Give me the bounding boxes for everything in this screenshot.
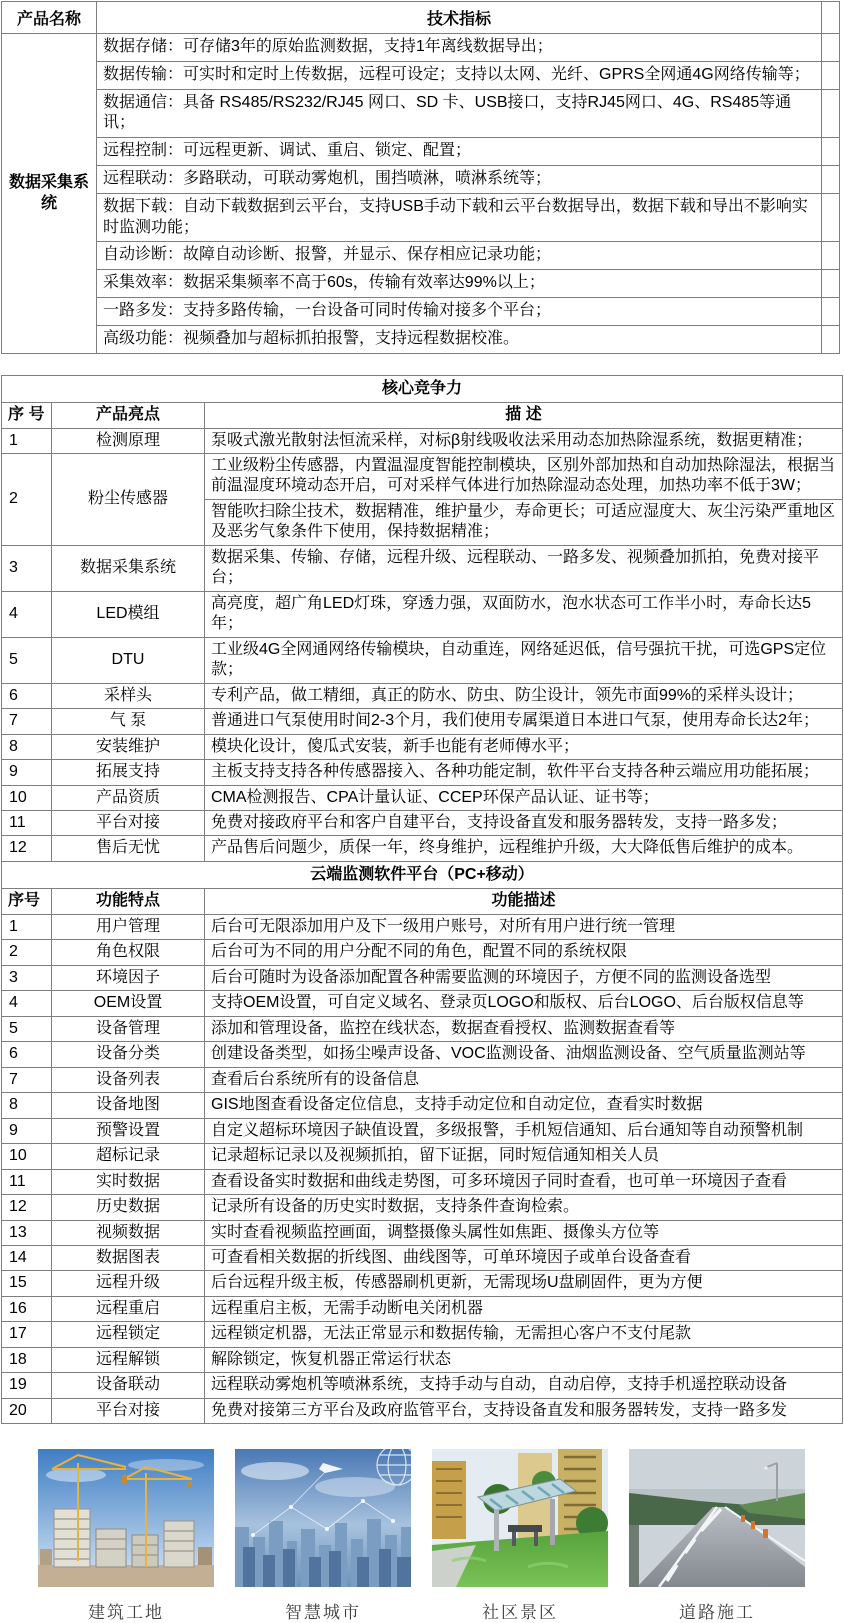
row-number: 11 [2, 811, 52, 836]
product-highlight: 产品资质 [52, 785, 205, 810]
empty-cell [822, 61, 840, 89]
table-row [2, 591, 843, 637]
product-highlight: LED模组 [52, 591, 205, 637]
cloud-header-row [2, 889, 843, 914]
feature-description: 查看后台系统所有的设备信息 [205, 1067, 843, 1092]
feature-name: 远程升级 [52, 1271, 205, 1296]
column-header-no: 序 号 [2, 403, 52, 428]
highlight-description: 泵吸式激光散射法恒流采样，对标β射线吸收法采用动态加热除湿系统，数据更精准； [205, 428, 843, 453]
table-row [2, 1144, 843, 1169]
table-row [2, 138, 840, 166]
feature-description: 远程锁定机器，无法正常显示和数据传输，无需担心客户不支付尾款 [205, 1322, 843, 1347]
table-row [2, 734, 843, 759]
row-number: 6 [2, 1042, 52, 1067]
spec-remote-linkage: 远程联动：多路联动，可联动雾炮机，围挡喷淋，喷淋系统等； [97, 165, 822, 193]
row-number: 10 [2, 1144, 52, 1169]
highlight-description: CMA检测报告、CPA计量认证、CCEP环保产品认证、证书等； [205, 785, 843, 810]
gallery-item-community [432, 1449, 608, 1623]
row-number: 6 [2, 683, 52, 708]
column-header-feature: 功能特点 [52, 889, 205, 914]
table-row [2, 165, 840, 193]
table-row [2, 1067, 843, 1092]
table-row [2, 1220, 843, 1245]
highlight-description: 工业级粉尘传感器，内置温湿度智能控制模块，区别外部加热和自动加热除湿法，根据当前温湿度环境动态开启，可对采样气体进行加热除湿动态处理，加热功率不低于3W； [205, 453, 843, 499]
highlight-description: 产品售后问题少，质保一年，终身维护，远程维护升级，大大降低售后维护的成本。 [205, 836, 843, 861]
empty-cell [822, 34, 840, 62]
product-highlight: 检测原理 [52, 428, 205, 453]
spec-data-transmission: 数据传输：可实时和定时上传数据，远程可设定；支持以太网、光纤、GPRS全网通4G网络传输等； [97, 61, 822, 89]
feature-name: OEM设置 [52, 991, 205, 1016]
table-row [2, 683, 843, 708]
highlight-description: 主板支持支持各种传感器接入、各种功能定制，软件平台支持各种云端应用功能拓展； [205, 760, 843, 785]
core-table-title: 核心竞争力 [2, 375, 843, 402]
product-highlight: 平台对接 [52, 811, 205, 836]
empty-cell [822, 270, 840, 298]
feature-name: 视频数据 [52, 1220, 205, 1245]
column-header-no: 序号 [2, 889, 52, 914]
table-row [2, 637, 843, 683]
table-row [2, 1093, 843, 1118]
product-highlight: 安装维护 [52, 734, 205, 759]
table-row [2, 760, 843, 785]
feature-description: 自定义超标环境因子缺值设置，多级报警，手机短信通知、后台通知等自动预警机制 [205, 1118, 843, 1143]
table-row [2, 193, 840, 242]
table-row [2, 242, 840, 270]
feature-description: 创建设备类型，如扬尘噪声设备、VOC监测设备、油烟监测设备、空气质量监测站等 [205, 1042, 843, 1067]
feature-name: 预警设置 [52, 1118, 205, 1143]
spec-sampling-efficiency: 采集效率：数据采集频率不高于60s，传输有效率达99%以上； [97, 270, 822, 298]
row-number: 8 [2, 734, 52, 759]
empty-cell [822, 325, 840, 353]
feature-description: 查看设备实时数据和曲线走势图，可多环境因子同时查看，也可单一环境因子查看 [205, 1169, 843, 1194]
empty-cell [822, 165, 840, 193]
row-number: 16 [2, 1296, 52, 1321]
row-number: 12 [2, 836, 52, 861]
table-row [2, 991, 843, 1016]
product-name-cell: 数据采集系统 [2, 34, 97, 354]
feature-description: 记录超标记录以及视频抓拍，留下证据，同时短信通知相关人员 [205, 1144, 843, 1169]
feature-description: 后台可随时为设备添加配置各种需要监测的环境因子，方便不同的监测设备选型 [205, 965, 843, 990]
empty-cell [822, 2, 840, 34]
feature-description: 远程重启主板，无需手动断电关闭机器 [205, 1296, 843, 1321]
spec-auto-diagnosis: 自动诊断：故障自动诊断、报警，并显示、保存相应记录功能； [97, 242, 822, 270]
row-number: 15 [2, 1271, 52, 1296]
row-number: 3 [2, 545, 52, 591]
empty-cell [822, 138, 840, 166]
feature-name: 平台对接 [52, 1398, 205, 1423]
feature-name: 历史数据 [52, 1195, 205, 1220]
table-row [2, 1118, 843, 1143]
table-row [2, 940, 843, 965]
feature-description: 解除锁定，恢复机器正常运行状态 [205, 1347, 843, 1372]
table-row [2, 89, 840, 138]
highlight-description: 模块化设计，傻瓜式安装，新手也能有老师傅水平； [205, 734, 843, 759]
row-number: 17 [2, 1322, 52, 1347]
spec-data-download: 数据下载：自动下载数据到云平台，支持USB手动下载和云平台数据导出，数据下载和导出不影响实时监测功能； [97, 193, 822, 242]
row-number: 9 [2, 1118, 52, 1143]
core-header-row [2, 403, 843, 428]
feature-description: 实时查看视频监控画面，调整摄像头属性如焦距、摄像头方位等 [205, 1220, 843, 1245]
highlight-description: 专利产品，做工精细，真正的防水、防虫、防尘设计，领先市面99%的采样头设计； [205, 683, 843, 708]
row-number: 5 [2, 1016, 52, 1041]
spec-remote-control: 远程控制：可远程更新、调试、重启、锁定、配置； [97, 138, 822, 166]
spec-advanced-function: 高级功能：视频叠加与超标抓拍报警，支持远程数据校准。 [97, 325, 822, 353]
product-name-header: 产品名称 [2, 2, 97, 34]
gallery-caption: 社区景区 [482, 1603, 558, 1623]
feature-name: 用户管理 [52, 914, 205, 939]
road-construction-photo [629, 1449, 805, 1587]
spec-data-storage: 数据存储：可存储3年的原始监测数据，支持1年离线数据导出； [97, 34, 822, 62]
spec-multi-send: 一路多发：支持多路传输，一台设备可同时传输对接多个平台； [97, 297, 822, 325]
highlight-description: 工业级4G全网通网络传输模块，自动重连，网络延迟低，信号强抗干扰，可选GPS定位款； [205, 637, 843, 683]
product-highlight: 售后无忧 [52, 836, 205, 861]
table-row [2, 1016, 843, 1041]
table-row [2, 1347, 843, 1372]
table-row [2, 1322, 843, 1347]
feature-description: 支持OEM设置，可自定义域名、登录页LOGO和版权、后台LOGO、后台版权信息等 [205, 991, 843, 1016]
table-row [2, 453, 843, 499]
row-number: 7 [2, 1067, 52, 1092]
feature-name: 数据图表 [52, 1245, 205, 1270]
empty-cell [822, 89, 840, 138]
table-row [2, 1398, 843, 1423]
feature-description: 后台可为不同的用户分配不同的角色，配置不同的系统权限 [205, 940, 843, 965]
table-row [2, 811, 843, 836]
product-highlight: DTU [52, 637, 205, 683]
table-row [2, 1042, 843, 1067]
table-row [2, 428, 843, 453]
product-highlight: 拓展支持 [52, 760, 205, 785]
row-number: 3 [2, 965, 52, 990]
community-park-photo [432, 1449, 608, 1587]
row-number: 8 [2, 1093, 52, 1118]
gallery-item-construction [38, 1449, 214, 1623]
gallery-item-road [629, 1449, 805, 1623]
product-highlight: 气 泵 [52, 709, 205, 734]
table-row [2, 545, 843, 591]
feature-name: 超标记录 [52, 1144, 205, 1169]
row-number: 2 [2, 940, 52, 965]
gallery-caption: 建筑工地 [88, 1603, 164, 1623]
table-row [2, 1195, 843, 1220]
product-highlight: 数据采集系统 [52, 545, 205, 591]
tech-indicator-header: 技术指标 [97, 2, 822, 34]
row-number: 9 [2, 760, 52, 785]
row-number: 7 [2, 709, 52, 734]
row-number: 20 [2, 1398, 52, 1423]
table-row [2, 836, 843, 861]
highlight-description: 数据采集、传输、存储，远程升级、远程联动、一路多发、视频叠加抓拍，免费对接平台； [205, 545, 843, 591]
row-number: 10 [2, 785, 52, 810]
table-row [2, 914, 843, 939]
row-number: 18 [2, 1347, 52, 1372]
table-row [2, 61, 840, 89]
feature-name: 角色权限 [52, 940, 205, 965]
feature-name: 设备列表 [52, 1067, 205, 1092]
row-number: 11 [2, 1169, 52, 1194]
core-and-cloud-table [1, 375, 843, 1425]
row-number: 19 [2, 1373, 52, 1398]
table-row [2, 965, 843, 990]
table-row [2, 1271, 843, 1296]
tech-header-row [2, 2, 840, 34]
column-header-function-desc: 功能描述 [205, 889, 843, 914]
feature-description: 记录所有设备的历史实时数据，支持条件查询检索。 [205, 1195, 843, 1220]
cloud-title-row [2, 861, 843, 888]
row-number: 1 [2, 428, 52, 453]
column-header-highlight: 产品亮点 [52, 403, 205, 428]
feature-name: 设备分类 [52, 1042, 205, 1067]
feature-name: 设备地图 [52, 1093, 205, 1118]
table-row [2, 1245, 843, 1270]
feature-description: 免费对接第三方平台及政府监管平台，支持设备直发和服务器转发，支持一路多发 [205, 1398, 843, 1423]
feature-name: 实时数据 [52, 1169, 205, 1194]
table-row [2, 297, 840, 325]
feature-description: 后台可无限添加用户及下一级用户账号，对所有用户进行统一管理 [205, 914, 843, 939]
row-number: 1 [2, 914, 52, 939]
empty-cell [822, 297, 840, 325]
product-highlight: 粉尘传感器 [52, 453, 205, 545]
table-row [2, 1169, 843, 1194]
empty-cell [822, 193, 840, 242]
empty-cell [822, 242, 840, 270]
construction-site-photo [38, 1449, 214, 1587]
feature-description: 添加和管理设备，监控在线状态，数据查看授权、监测数据查看等 [205, 1016, 843, 1041]
table-row [2, 785, 843, 810]
feature-description: 后台远程升级主板，传感器刷机更新，无需现场U盘刷固件，更为方便 [205, 1271, 843, 1296]
cloud-table-title: 云端监测软件平台（PC+移动） [2, 861, 843, 888]
highlight-description: 高亮度，超广角LED灯珠，穿透力强，双面防水，泡水状态可工作半小时，寿命长达5年； [205, 591, 843, 637]
gallery-caption: 智慧城市 [285, 1603, 361, 1623]
column-header-description: 描 述 [205, 403, 843, 428]
application-scene-gallery [38, 1449, 844, 1623]
highlight-description: 免费对接政府平台和客户自建平台，支持设备直发和服务器转发，支持一路多发； [205, 811, 843, 836]
feature-name: 远程重启 [52, 1296, 205, 1321]
feature-name: 设备管理 [52, 1016, 205, 1041]
table-row [2, 270, 840, 298]
table-row [2, 709, 843, 734]
gallery-item-smart-city [235, 1449, 411, 1623]
feature-name: 设备联动 [52, 1373, 205, 1398]
row-number: 12 [2, 1195, 52, 1220]
table-row [2, 34, 840, 62]
row-number: 5 [2, 637, 52, 683]
core-title-row [2, 375, 843, 402]
tech-spec-table [1, 1, 840, 354]
feature-name: 环境因子 [52, 965, 205, 990]
feature-description: 远程联动雾炮机等喷淋系统，支持手动与自动，自动启停，支持手机遥控联动设备 [205, 1373, 843, 1398]
row-number: 13 [2, 1220, 52, 1245]
row-number: 2 [2, 453, 52, 545]
table-row [2, 1296, 843, 1321]
row-number: 4 [2, 591, 52, 637]
row-number: 4 [2, 991, 52, 1016]
table-row [2, 325, 840, 353]
feature-description: 可查看相关数据的折线图、曲线图等，可单环境因子或单台设备查看 [205, 1245, 843, 1270]
product-highlight: 采样头 [52, 683, 205, 708]
feature-description: GIS地图查看设备定位信息，支持手动定位和自动定位，查看实时数据 [205, 1093, 843, 1118]
spec-data-communication: 数据通信：具备 RS485/RS232/RJ45 网口、SD 卡、USB接口，支持RJ45网口、4G、RS485等通讯； [97, 89, 822, 138]
table-row [2, 1373, 843, 1398]
feature-name: 远程解锁 [52, 1347, 205, 1372]
feature-name: 远程锁定 [52, 1322, 205, 1347]
highlight-description: 智能吹扫除尘技术，数据精准，维护量少，寿命更长；可适应湿度大、灰尘污染严重地区及恶劣气象条件下使用，保持数据精准； [205, 499, 843, 545]
smart-city-photo [235, 1449, 411, 1587]
highlight-description: 普通进口气泵使用时间2-3个月，我们使用专属渠道日本进口气泵，使用寿命长达2年； [205, 709, 843, 734]
row-number: 14 [2, 1245, 52, 1270]
gallery-caption: 道路施工 [679, 1603, 755, 1623]
